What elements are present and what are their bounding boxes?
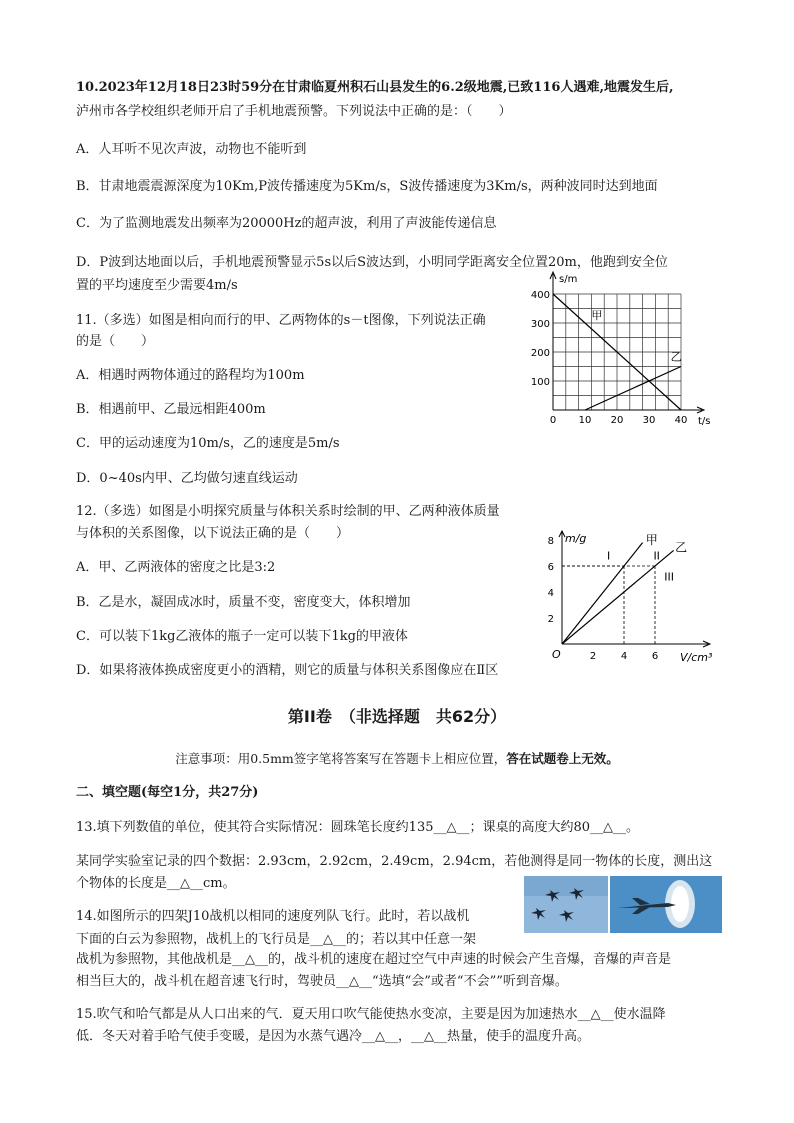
q13-line2: 某同学实验室记录的四个数据：2.93cm，2.92cm，2.49cm，2.94cm，若他测得是同一物体的长度，测出这 — [76, 854, 713, 869]
series-line-2 — [585, 367, 681, 411]
q12-option-b: B．乙是水，凝固成冰时，质量不变，密度变大，体积增加 — [76, 595, 411, 610]
q11-stem-line2: 的是（ ） — [76, 334, 155, 349]
q12-option-a: A．甲、乙两液体的密度之比是3:2 — [76, 560, 276, 575]
q10-option-b: B．甘肃地震震源深度为10Km,P波传播速度为5Km/s，S波传播速度为3Km/s，两种波同时达到地面 — [76, 179, 658, 194]
y-tick-label: 300 — [530, 319, 550, 330]
x-axis-label: t/s — [698, 416, 711, 427]
section-notice — [0, 749, 794, 767]
q12-option-d: D．如果将液体换成密度更小的酒精，则它的质量与体积关系图像应在Ⅱ区 — [76, 663, 499, 678]
x-tick-label: 20 — [610, 415, 624, 426]
fill-blank-heading: 二、填空题(每空1分，共27分) — [76, 785, 259, 800]
q13-line3: 个物体的长度是__△__cm。 — [76, 876, 236, 891]
q14-line2: 下面的白云为参照物，战机上的飞行员是__△__的；若以其中任意一架 — [76, 932, 476, 947]
q14-line4: 相当巨大的，战斗机在超音速飞行时，驾驶员__△__“选填“会”或者“不会””听到音爆。 — [76, 974, 568, 989]
q11-option-d: D．0~40s内甲、乙均做匀速直线运动 — [76, 471, 298, 486]
y-tick-label: 100 — [530, 377, 550, 388]
x-tick-label: 6 — [651, 651, 659, 662]
q12-stem-line1: 12.（多选）如图是小明探究质量与体积关系时绘制的甲、乙两种液体质量 — [76, 504, 500, 519]
region-label-2: II — [653, 549, 660, 563]
series-line-1 — [562, 543, 643, 644]
series-label-1: 甲 — [591, 309, 603, 322]
notice-bold: 答在试题卷上无效。 — [506, 751, 619, 766]
origin-label: O — [552, 648, 561, 661]
region-label-1: I — [606, 549, 611, 563]
y-tick-label: 4 — [547, 588, 554, 599]
y-axis-label: s/m — [559, 274, 578, 285]
section-title: 第II卷 （非选择题 共62分） — [287, 707, 507, 726]
q15-line2: 低．冬天对着手哈气使手变暖，是因为水蒸气遇冷__△__，__△__热量，使手的温度升高。 — [76, 1029, 590, 1044]
q10-stem-line1: 10.2023年12月18日23时59分在甘肃临夏州积石山县发生的6.2级地震,已致116人遇难,地震发生后, — [76, 80, 674, 95]
q11-option-a: A．相遇时两物体通过的路程均为100m — [76, 368, 305, 383]
y-tick-label: 8 — [547, 536, 554, 547]
q14-line3: 战机为参照物，其他战机是__△__的，战斗机的速度在超过空气中声速的时候会产生音爆，音爆的声音是 — [76, 952, 671, 967]
series-label-2: 乙 — [670, 350, 682, 364]
x-tick-label: 0 — [549, 415, 557, 426]
q10-option-d-line2: 置的平均速度至少需要4m/s — [76, 278, 238, 293]
y-tick-label: 200 — [530, 348, 550, 359]
x-axis-label: V/cm³ — [680, 651, 713, 664]
q11-option-b: B．相遇前甲、乙最远相距400m — [76, 402, 266, 417]
q15-line1: 15.吹气和哈气都是从人口出来的气．夏天用口吹气能使热水变凉，主要是因为加速热水__△__使水温降 — [76, 1007, 666, 1022]
mv-graph — [540, 530, 730, 672]
st-graph — [530, 268, 720, 430]
q14-line1: 14.如图所示的四架J10战机以相同的速度列队飞行。此时，若以战机 — [76, 909, 470, 924]
fighter-formation-photo — [524, 876, 608, 933]
series-label-2: 乙 — [675, 540, 688, 555]
x-tick-label: 30 — [642, 415, 656, 426]
q10-stem-line2: 泸州市各学校组织老师开启了手机地震预警。下列说法中正确的是：（ ） — [76, 104, 512, 119]
q10-option-d-line1: D．P波到达地面以后，手机地震预警显示5s以后S波达到，小明同学距离安全位置20m，他跑到安全位 — [76, 255, 668, 270]
x-tick-label: 40 — [674, 415, 688, 426]
notice-prefix: 注意事项：用0.5mm签字笔将答案写在答题卡上相应位置， — [175, 751, 507, 766]
q12-stem-line2: 与体积的关系图像，以下说法正确的是（ ） — [76, 526, 350, 541]
y-tick-label: 400 — [530, 290, 550, 301]
series-line-2 — [562, 550, 674, 644]
q10-option-a: A．人耳听不见次声波，动物也不能听到 — [76, 142, 307, 157]
x-tick-label: 4 — [620, 651, 628, 662]
q13-line1: 13.填下列数值的单位，使其符合实际情况：圆珠笔长度约135__△__；课桌的高度大约80__△__。 — [76, 820, 640, 835]
region-label-3: III — [664, 570, 675, 584]
y-tick-label: 2 — [547, 614, 554, 625]
y-axis-label: m/g — [565, 532, 587, 545]
q10-option-c: C．为了监测地震发出频率为20000Hz的超声波，利用了声波能传递信息 — [76, 216, 497, 231]
sonic-boom-photo — [610, 876, 722, 933]
x-tick-label: 10 — [578, 415, 592, 426]
x-tick-label: 2 — [589, 651, 597, 662]
q12-option-c: C．可以装下1kg乙液体的瓶子一定可以装下1kg的甲液体 — [76, 629, 408, 644]
series-label-1: 甲 — [645, 532, 658, 547]
q11-stem-line1: 11.（多选）如图是相向而行的甲、乙两物体的s－t图像，下列说法正确 — [76, 313, 486, 328]
y-tick-label: 6 — [547, 562, 554, 573]
q11-option-c: C．甲的运动速度为10m/s，乙的速度是5m/s — [76, 436, 340, 451]
